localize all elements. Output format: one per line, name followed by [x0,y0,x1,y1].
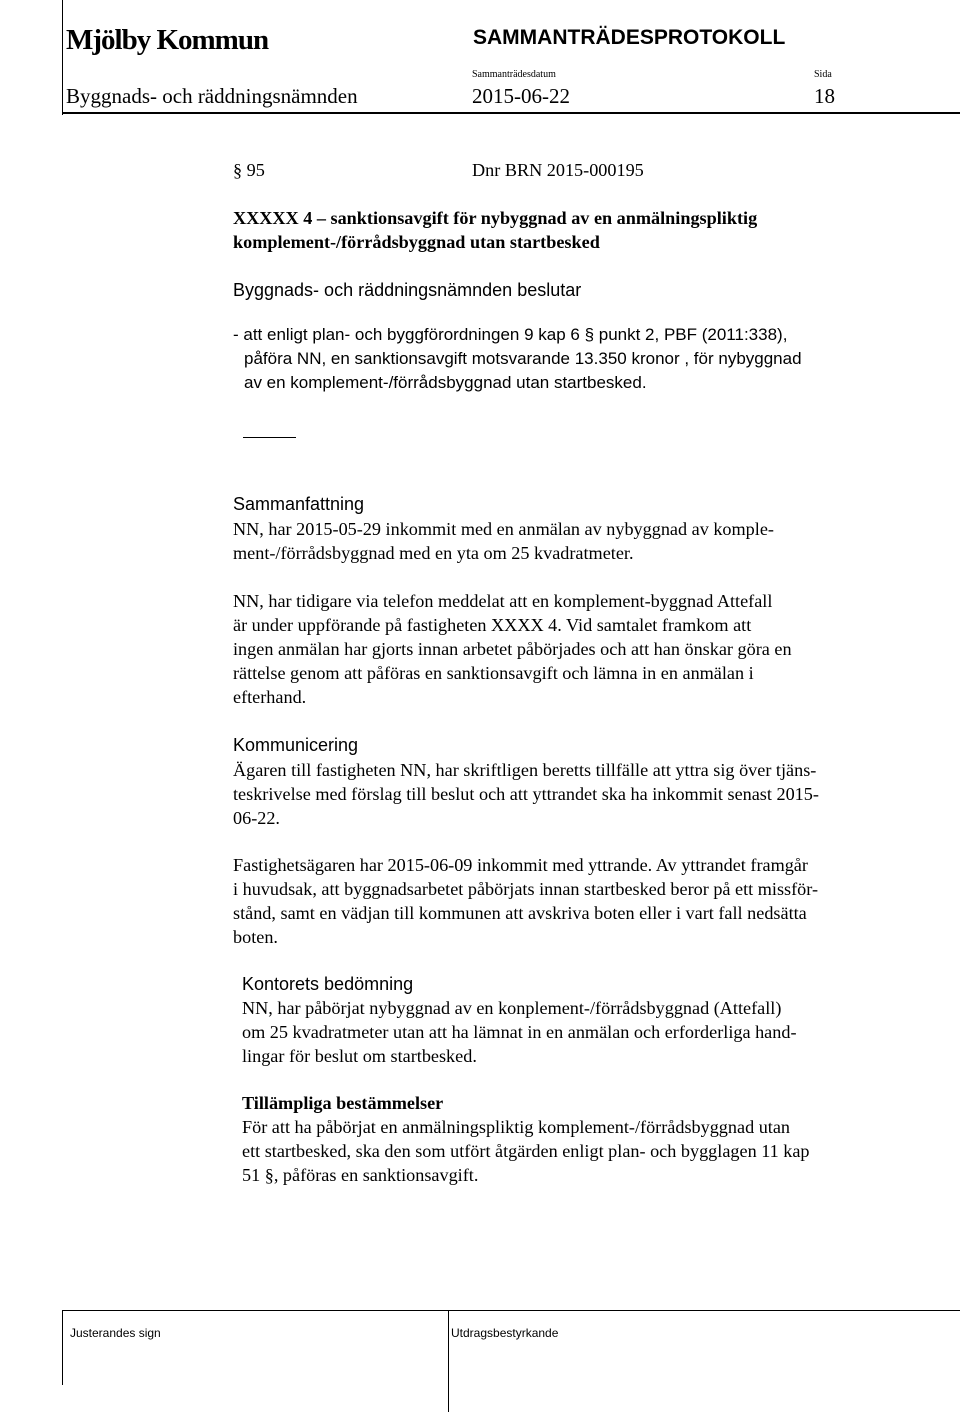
footer-divider [62,1310,960,1311]
assessment-line: lingar för beslut om startbesked. [242,1046,477,1066]
section-number: § 95 [233,160,265,180]
communication-line: stånd, samt en vädjan till kommunen att avskriva boten eller i vart fall nedsätta [233,903,807,923]
meeting-date-label: Sammanträdesdatum [472,69,556,80]
provisions-line: ett startbesked, ska den som utfört åtgärden enligt plan- och bygglagen 11 kap [242,1141,810,1161]
summary-line: efterhand. [233,687,307,707]
case-title-line: XXXXX 4 – sanktionsavgift för nybyggnad av en anmälningspliktig [233,208,758,228]
summary-line: ingen anmälan har gjorts innan arbetet påbörjades och att han önskar göra en [233,639,792,659]
case-dnr: Dnr BRN 2015-000195 [472,160,644,180]
communication-line: Ägaren till fastigheten NN, har skriftligen beretts tillfälle att yttra sig över tjäns- [233,760,817,780]
assessment-heading: Kontorets bedömning [242,974,414,994]
summary-line: ment-/förrådsbyggnad med en yta om 25 kvadratmeter. [233,543,634,563]
summary-heading: Sammanfattning [233,494,365,514]
communication-line: 06-22. [233,808,280,828]
footer-column-divider [448,1310,449,1412]
assessment-line: om 25 kvadratmeter utan att ha lämnat in en anmälan och erforderliga hand- [242,1022,797,1042]
meeting-date: 2015-06-22 [472,84,570,108]
summary-line: NN, har tidigare via telefon meddelat att en komplement-byggnad Attefall [233,591,773,611]
communication-line: Fastighetsägaren har 2015-06-09 inkommit med yttrande. Av yttrandet framgår [233,855,808,875]
page-number: 18 [814,84,835,108]
communication-line: boten. [233,927,278,947]
summary-line: NN, har 2015-05-29 inkommit med en anmälan av nybyggnad av komple- [233,519,774,539]
extract-certification-label: Utdragsbestyrkande [451,1326,559,1340]
case-title-line: komplement-/förrådsbyggnad utan startbesked [233,232,600,252]
committee-name: Byggnads- och räddningsnämnden [66,84,358,108]
left-margin-rule-lower [62,1310,63,1385]
decision-heading: Byggnads- och räddningsnämnden beslutar [233,280,582,300]
provisions-heading: Tillämpliga bestämmelser [242,1093,444,1113]
page-label: Sida [814,69,832,80]
communication-line: i huvudsak, att byggnadsarbetet påbörjats innan startbesked beror på ett missför- [233,879,819,899]
summary-line: rättelse genom att påföras en sanktionsavgift och lämna in en anmälan i [233,663,754,683]
signature-label: Justerandes sign [70,1326,161,1340]
assessment-line: NN, har påbörjat nybyggnad av en konplement-/förrådsbyggnad (Attefall) [242,998,782,1018]
provisions-line: För att ha påbörjat en anmälningspliktig komplement-/förrådsbyggnad utan [242,1117,791,1137]
decision-line: av en komplement-/förrådsbyggnad utan startbesked. [244,373,647,392]
left-margin-rule [62,0,63,115]
organization-name: Mjölby Kommun [66,24,269,56]
header-divider [62,112,960,114]
decision-line: - att enligt plan- och byggförordningen 9 kap 6 § punkt 2, PBF (2011:338), [233,325,788,344]
summary-line: är under uppförande på fastigheten XXXX 4. Vid samtalet framkom att [233,615,752,635]
communication-heading: Kommunicering [233,735,359,755]
communication-line: teskrivelse med förslag till beslut och att yttrandet ska ha inkommit senast 2015- [233,784,819,804]
document-title: SAMMANTRÄDESPROTOKOLL [473,26,786,49]
decision-line: påföra NN, en sanktionsavgift motsvarande 13.350 kronor , för nybyggnad [244,349,802,368]
provisions-line: 51 §, påföras en sanktionsavgift. [242,1165,479,1185]
separator-line [243,437,296,438]
